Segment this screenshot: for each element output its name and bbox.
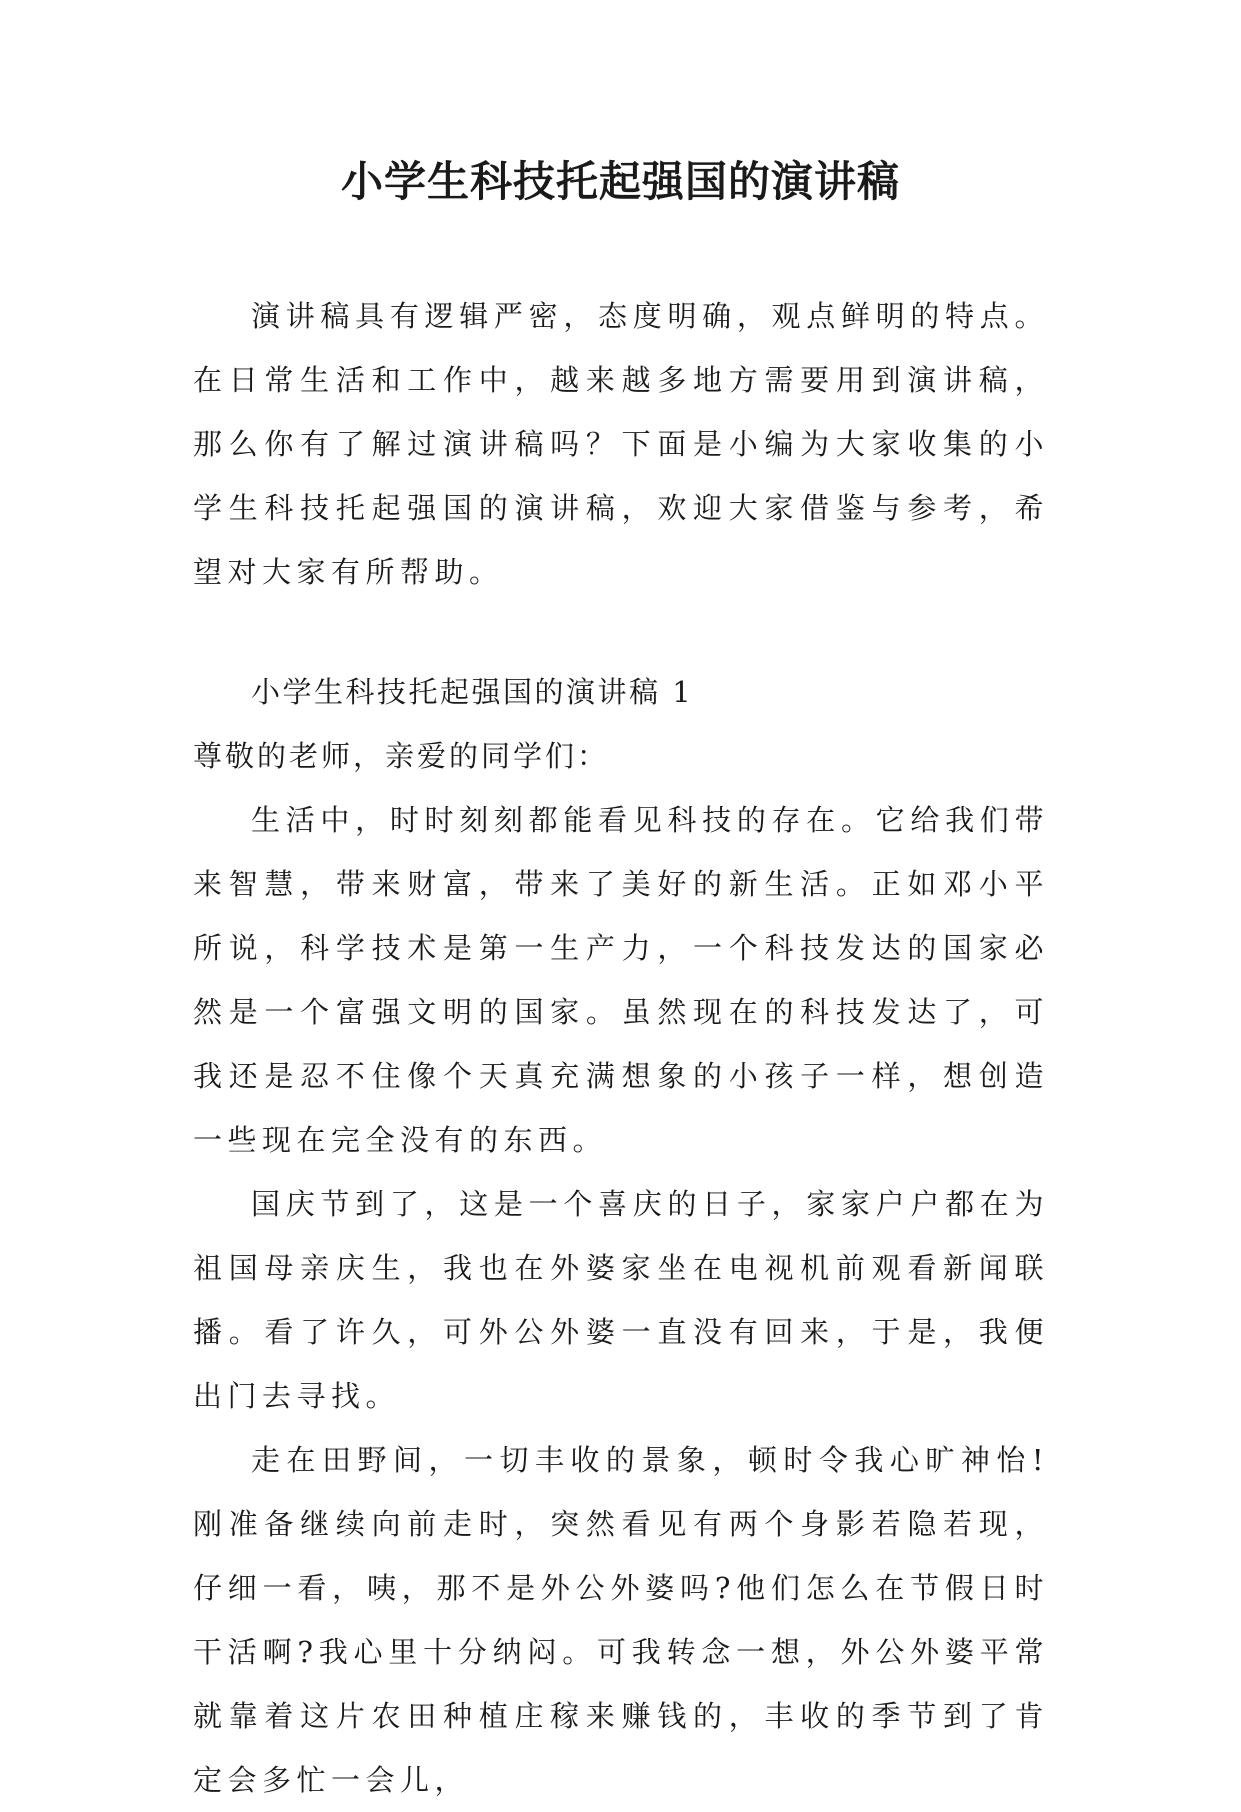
body-paragraph: 走在田野间，一切丰收的景象，顿时令我心旷神怡!刚准备继续向前走时，突然看见有两个身影若隐若现，仔细一看，咦，那不是外公外婆吗?他们怎么在节假日时干活啊?我心里十分纳闷。可我转念一想，外公外婆平常就靠着这片农田种植庄稼来赚钱的，丰收的季节到了肯定会多忙一会儿， [193,1443,1049,1797]
salutation: 尊敬的老师，亲爱的同学们： [193,739,610,773]
intro-paragraph: 演讲稿具有逻辑严密，态度明确，观点鲜明的特点。在日常生活和工作中，越来越多地方需要用到演讲稿，那么你有了解过演讲稿吗？下面是小编为大家收集的小学生科技托起强国的演讲稿，欢迎大家借鉴与参考，希望对大家有所帮助。 [193,299,1049,589]
section-heading: 小学生科技托起强国的演讲稿 1 [251,675,694,709]
section-spacer [193,604,1049,660]
body-paragraph: 生活中，时时刻刻都能看见科技的存在。它给我们带来智慧，带来财富，带来了美好的新生活。正如邓小平所说，科学技术是第一生产力，一个科技发达的国家必然是一个富强文明的国家。虽然现在的科技发达了，可我还是忍不住像个天真充满想象的小孩子一样，想创造一些现在完全没有的东西。 [193,803,1049,1157]
document-title: 小学生科技托起强国的演讲稿 [340,157,900,206]
document-body [193,284,1049,1812]
body-paragraph: 国庆节到了，这是一个喜庆的日子，家家户户都在为祖国母亲庆生，我也在外婆家坐在电视机前观看新闻联播。看了许久，可外公外婆一直没有回来，于是，我便出门去寻找。 [193,1187,1049,1413]
